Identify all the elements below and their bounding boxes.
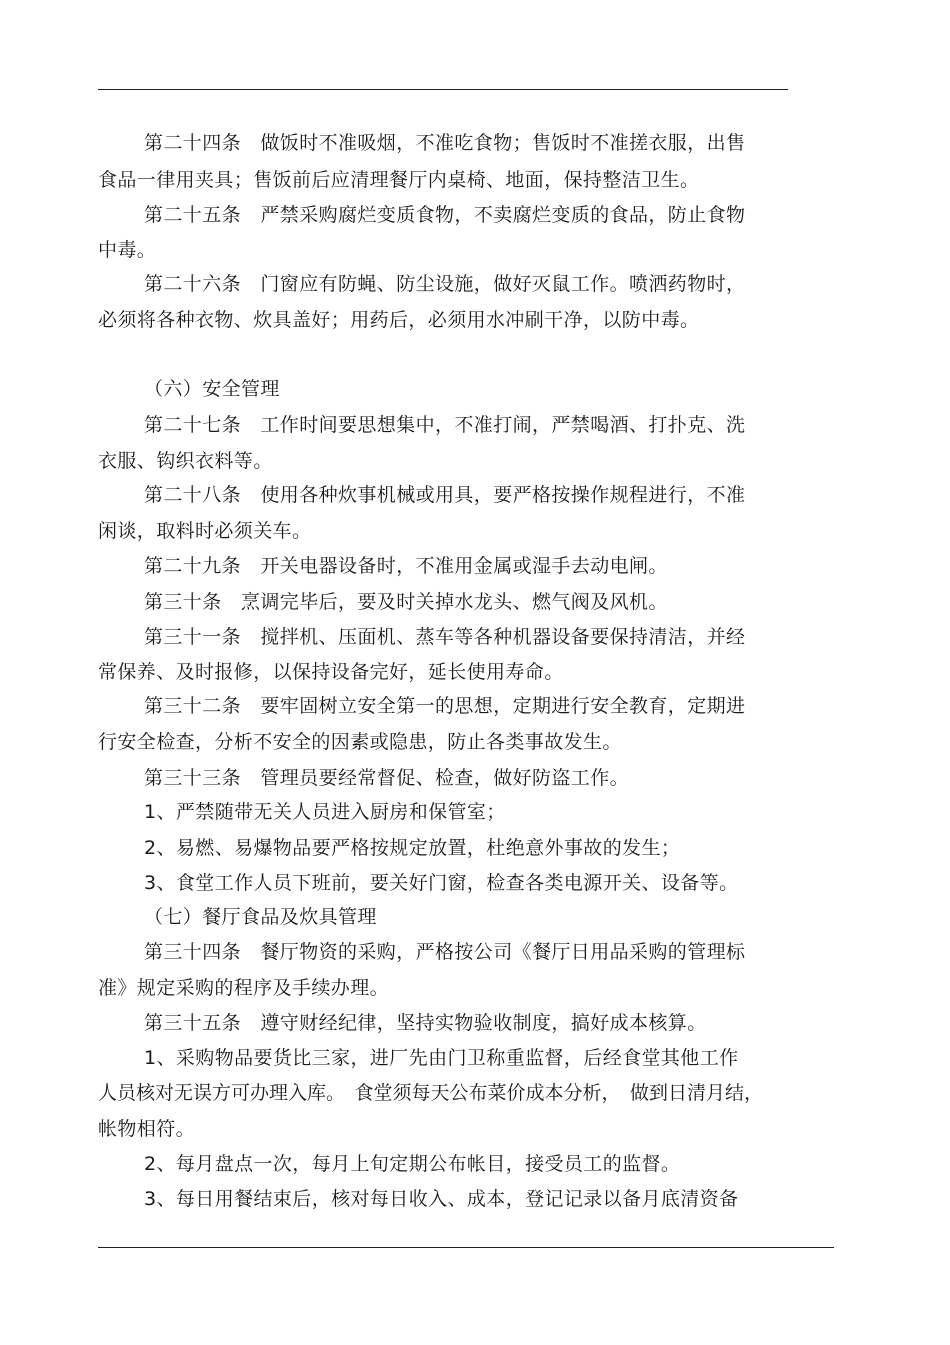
text-line: 中毒。 [98,239,157,261]
header-rule [98,89,788,90]
section-heading: （七）餐厅食品及炊具管理 [144,906,377,928]
text-line: 第二十七条 工作时间要思想集中，不准打闹，严禁喝酒、打扑克、洗 [144,414,746,436]
list-item: 1、严禁随带无关人员进入厨房和保管室； [144,801,506,823]
list-item: 2、每月盘点一次，每月上旬定期公布帐目，接受员工的监督。 [144,1153,681,1175]
footer-rule [98,1247,834,1248]
text-line: 帐物相符。 [98,1118,196,1140]
text-line: 食品一律用夹具；售饭前后应清理餐厅内桌椅、地面，保持整洁卫生。 [98,169,700,191]
text-line: 第二十九条 开关电器设备时，不准用金属或湿手去动电闸。 [144,555,668,577]
text-line: 行安全检查，分析不安全的因素或隐患，防止各类事故发生。 [98,731,622,753]
text-line: 第三十三条 管理员要经常督促、检查，做好防盗工作。 [144,767,630,789]
text-line: 第二十五条 严禁采购腐烂变质食物，不卖腐烂变质的食品，防止食物 [144,204,746,226]
list-item: 1、采购物品要货比三家，进厂先由门卫称重监督，后经食堂其他工作 [144,1047,739,1069]
text-line: 第三十四条 餐厅物资的采购，严格按公司《餐厅日用品采购的管理标 [144,941,746,963]
text-line: 第二十八条 使用各种炊事机械或用具，要严格按操作规程进行，不准 [144,484,746,506]
list-item: 3、食堂工作人员下班前，要关好门窗，检查各类电源开关、设备等。 [144,872,739,894]
text-line: 衣服、钩织衣料等。 [98,450,273,472]
text-line: 闲谈，取料时必须关车。 [98,520,312,542]
text-line: 第三十二条 要牢固树立安全第一的思想，定期进行安全教育，定期进 [144,695,746,717]
text-line: 第三十一条 搅拌机、压面机、蒸车等各种机器设备要保持清洁，并经 [144,626,746,648]
list-item: 2、易燃、易爆物品要严格按规定放置，杜绝意外事故的发生； [144,837,681,859]
list-item: 3、每日用餐结束后，核对每日收入、成本，登记记录以备月底清资备 [144,1188,739,1210]
text-line: 第二十四条 做饭时不准吸烟，不准吃食物；售饭时不准搓衣服，出售 [144,132,746,154]
text-line: 必须将各种衣物、炊具盖好；用药后，必须用水冲刷干净，以防中毒。 [98,309,700,331]
text-line: 第三十条 烹调完毕后，要及时关掉水龙头、燃气阀及风机。 [144,591,668,613]
section-heading: （六）安全管理 [144,378,280,400]
text-line: 第三十五条 遵守财经纪律，坚持实物验收制度，搞好成本核算。 [144,1012,707,1034]
text-line: 人员核对无误方可办理入库。 食堂须每天公布菜价成本分析， 做到日清月结， [98,1082,764,1104]
text-line: 第二十六条 门窗应有防蝇、防尘设施，做好灭鼠工作。喷洒药物时， [144,273,746,295]
text-line: 准》规定采购的程序及手续办理。 [98,977,390,999]
text-line: 常保养、及时报修，以保持设备完好，延长使用寿命。 [98,661,564,683]
